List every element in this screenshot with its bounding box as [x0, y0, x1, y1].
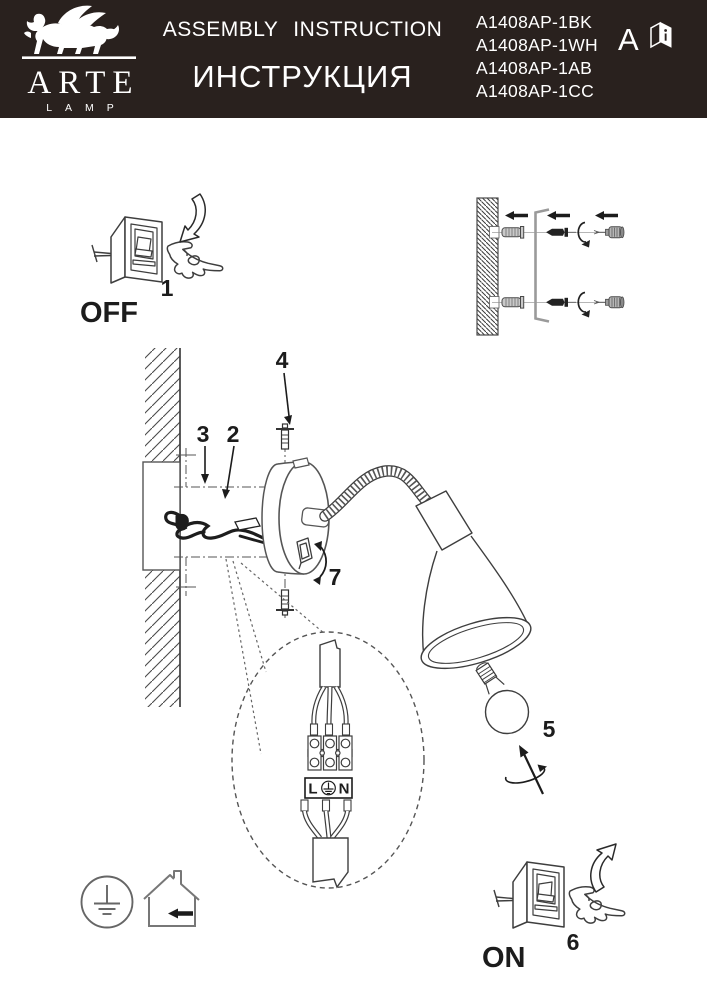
model-number: A1408AP-1AB — [476, 58, 593, 78]
wall-anchor-icon — [502, 297, 524, 309]
on-label: ON — [482, 942, 526, 974]
wall-switch-icon — [513, 862, 564, 928]
canopy-screw-icon — [276, 424, 294, 449]
callout-4 — [276, 347, 292, 425]
wall-switch-icon — [111, 217, 162, 283]
brand-logo — [18, 4, 142, 116]
protective-earth-icon — [82, 877, 133, 928]
nail-icon — [92, 245, 111, 262]
nail-icon — [494, 890, 513, 907]
model-number: A1408AP-1BK — [476, 12, 593, 32]
model-number: A1408AP-1WH — [476, 35, 598, 55]
wiring-detail — [301, 640, 352, 887]
screw-in-arrow-icon — [506, 745, 547, 794]
safety-symbols — [75, 863, 210, 935]
fastener-row — [502, 223, 624, 248]
indoor-use-house-icon — [144, 871, 199, 926]
light-bulb-icon — [473, 660, 529, 734]
step-4-label: 4 — [275, 347, 289, 373]
brand-name: ARTE — [27, 65, 140, 101]
screwdriver-icon — [594, 297, 624, 308]
flip-up-arrow-icon — [591, 844, 616, 892]
screwdriver-icon — [594, 227, 624, 238]
rotation-arrow-icon — [578, 293, 590, 318]
step1-switch-off-diagram — [78, 190, 238, 330]
step-6-label: 6 — [566, 929, 580, 955]
step-5-label: 5 — [542, 716, 556, 742]
mounting-screw-icon — [546, 228, 576, 237]
fixture-cable — [313, 838, 348, 887]
press-hand-icon — [167, 242, 222, 278]
insert-direction-arrows — [505, 211, 618, 220]
terminal-block — [308, 736, 352, 770]
into-house-arrow-icon — [168, 909, 193, 919]
fastener-row — [502, 293, 624, 318]
assembly-title-en: ASSEMBLY INSTRUCTION — [162, 18, 443, 41]
winged-lion-icon — [20, 4, 140, 60]
step-1-label: 1 — [160, 275, 174, 301]
main-assembly-diagram — [130, 340, 570, 900]
off-label: OFF — [80, 297, 138, 329]
rotation-arrow-icon — [578, 223, 590, 248]
live-terminal-label: L — [308, 780, 318, 798]
mains-cable — [320, 640, 340, 687]
step6-switch-on-diagram — [470, 825, 645, 977]
assembly-title-ru: ИНСТРУКЦИЯ — [192, 59, 413, 94]
header-bar — [0, 0, 707, 118]
callout-3 — [197, 421, 210, 484]
revision-letter: A — [618, 22, 639, 57]
lamp-shade — [416, 491, 537, 679]
terminal-label-box — [305, 778, 352, 798]
wall-anchor-icon — [502, 227, 524, 239]
booklet-info-icon — [649, 20, 673, 51]
wall-section — [477, 198, 498, 335]
flip-down-arrow-icon — [180, 194, 205, 242]
canopy-screw-icon — [276, 590, 294, 615]
mounting-screw-icon — [546, 298, 576, 307]
step-2-label: 2 — [226, 421, 240, 447]
wall-mounting-diagram — [468, 188, 633, 343]
brand-subtitle: LAMP — [46, 102, 127, 114]
step-7-label: 7 — [328, 564, 342, 590]
model-number: A1408AP-1CC — [476, 81, 595, 101]
junction-box — [143, 462, 180, 570]
mounting-bracket — [536, 210, 550, 322]
step-3-label: 3 — [196, 421, 210, 447]
neutral-terminal-label: N — [338, 780, 350, 798]
model-number-list — [476, 11, 598, 103]
cable-cores — [311, 687, 350, 735]
fixture-wires — [301, 800, 351, 838]
header-titles — [160, 0, 445, 118]
